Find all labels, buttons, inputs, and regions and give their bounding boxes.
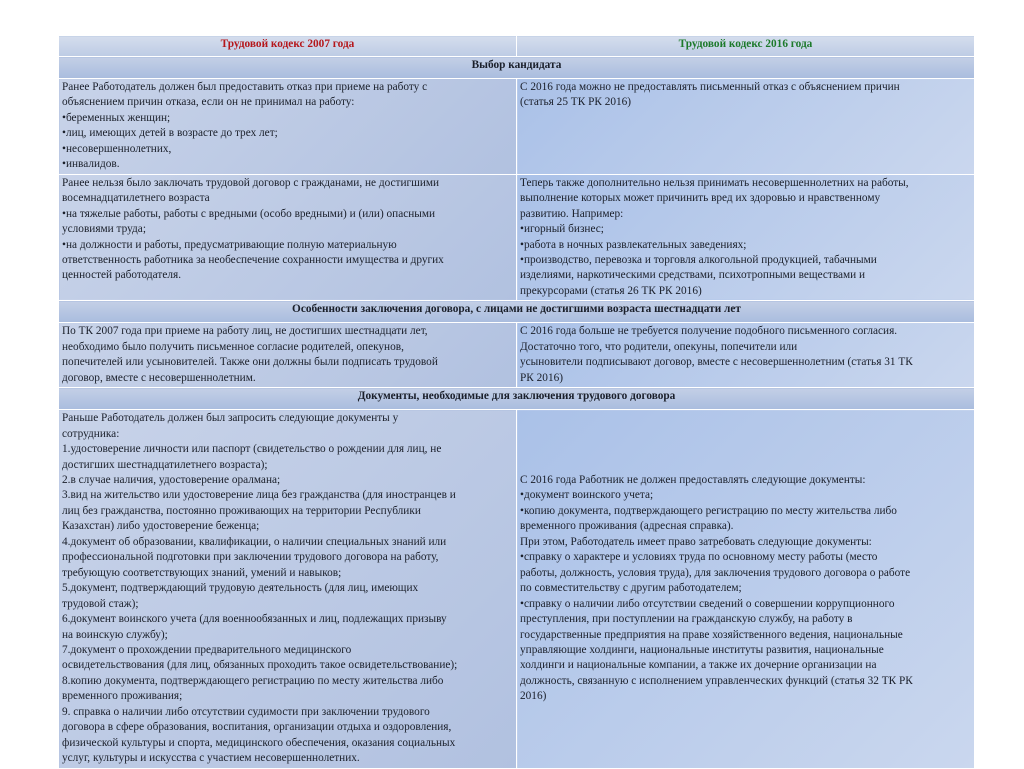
text-line: холдинги и национальные компании, а также их дочерние организации на	[520, 659, 877, 672]
text-line: по совместительству с другим работодателем;	[520, 582, 742, 595]
cell-2007-minors	[59, 174, 517, 301]
text-line: трудовой стаж);	[62, 597, 139, 610]
text-line: ценностей работодателя.	[62, 269, 182, 282]
section-title-under-sixteen: Особенности заключения договора, с лицами не достигшими возраста шестнадцати лет	[59, 301, 975, 323]
text-line: 2.в случае наличия, удостоверение оралмана;	[62, 473, 281, 486]
text-line: 7.документ о прохождении предварительного медицинского	[62, 643, 352, 656]
text-line: Ранее Работодатель должен был предоставить отказ при приеме на работу с	[62, 81, 428, 93]
table-row	[59, 323, 975, 388]
section-title-candidate-selection: Выбор кандидата	[59, 57, 975, 79]
text-line: •на тяжелые работы, работы с вредными (особо вредными) и (или) опасными	[62, 207, 436, 220]
text-line: объяснением причин отказа, если он не принимал на работу:	[62, 96, 355, 109]
text-line: попечителей или усыновителей. Также они должны были подписать трудовой	[62, 356, 438, 369]
text-line: Ранее нельзя было заключать трудовой договор с гражданами, не достигшими	[62, 176, 440, 189]
section-heading-row	[59, 388, 975, 410]
table-body	[59, 36, 975, 769]
cell-2007-documents	[59, 410, 517, 768]
text-line: работы, должность, условия труда), для заключения трудового договора о работе	[520, 566, 911, 579]
text-line: •справку о наличии либо отсутствии сведений о совершении коррупционного	[520, 597, 895, 610]
text-line: •справку о характере и условиях труда по основному месту работы (место	[520, 551, 878, 564]
text-line: должность, связанную с исполнением управленческих функций (статья 32 ТК РК	[520, 674, 913, 687]
header-row	[59, 36, 975, 57]
text-line: С 2016 года Работник не должен предоставлять следующие документы:	[520, 473, 866, 486]
text-line: С 2016 года можно не предоставлять письменный отказ с объяснением причин	[520, 81, 900, 93]
text-line: 1.удостоверение личности или паспорт (свидетельство о рождении для лиц, не	[62, 443, 442, 456]
text-line: (статья 25 ТК РК 2016)	[520, 96, 632, 109]
cell-2016-documents	[517, 410, 975, 768]
text-line: •лиц, имеющих детей в возрасте до трех лет;	[62, 127, 278, 140]
text-line: требующую соответствующих знаний, умений и навыков;	[62, 566, 342, 579]
text-line: услуг, культуры и искусства с участием несовершеннолетних.	[62, 752, 360, 765]
text-line: развитию. Например:	[520, 207, 624, 220]
text-line: Достаточно того, что родители, опекуны, попечители или	[520, 340, 798, 353]
text-line: выполнение которых может причинить вред их здоровью и нравственному	[520, 192, 881, 205]
table-row	[59, 410, 975, 768]
text-line: временного проживания (адресная справка).	[520, 520, 734, 533]
text-line: условиями труда;	[62, 223, 146, 236]
text-line: •документ воинского учета;	[520, 489, 654, 502]
text-line: 3.вид на жительство или удостоверение лица без гражданства (для иностранцев и	[62, 489, 456, 502]
text-line: прекурсорами (статья 26 ТК РК 2016)	[520, 284, 702, 297]
text-line: •несовершеннолетних,	[62, 142, 172, 155]
text-line: изделиями, наркотическими средствами, психотропными веществами и	[520, 269, 866, 282]
section-title-documents: Документы, необходимые для заключения трудового договора	[59, 388, 975, 410]
text-line: сотрудника:	[62, 427, 120, 440]
text-line: преступления, при поступлении на гражданскую службу, на работу в	[520, 613, 853, 626]
text-line: •на должности и работы, предусматривающие полную материальную	[62, 238, 397, 251]
cell-2016-consent	[517, 323, 975, 388]
text-line: освидетельствования (для лиц, обязанных проходить такое освидетельствование);	[62, 659, 458, 672]
table-row	[59, 174, 975, 301]
cell-2007-consent	[59, 323, 517, 388]
cell-2016-refusal	[517, 79, 975, 175]
section-heading-row	[59, 57, 975, 79]
text-line: 9. справка о наличии либо отсутствии судимости при заключении трудового	[62, 705, 430, 718]
text-line: РК 2016)	[520, 371, 563, 384]
text-line: •игорный бизнес;	[520, 223, 604, 236]
text-line: Теперь также дополнительно нельзя принимать несовершеннолетних на работы,	[520, 176, 909, 189]
text-line: лиц без гражданства, постоянно проживающих на территории Республики	[62, 504, 421, 517]
text-line: усыновители подписывают договор, вместе с несовершеннолетним (статья 31 ТК	[520, 356, 913, 369]
text-line: С 2016 года больше не требуется получение подобного письменного согласия.	[520, 325, 898, 338]
text-line: 5.документ, подтверждающий трудовую деятельность (для лиц, имеющих	[62, 582, 419, 595]
text-line: •инвалидов.	[62, 158, 120, 171]
text-line: временного проживания;	[62, 690, 183, 703]
text-line: По ТК 2007 года при приеме на работу лиц, не достигших шестнадцати лет,	[62, 325, 428, 338]
header-2016: Трудовой кодекс 2016 года	[517, 36, 975, 57]
cell-2016-minors	[517, 174, 975, 301]
text-line: 8.копию документа, подтверждающего регистрацию по месту жительства либо	[62, 674, 444, 687]
text-line: ответственность работника за необеспечение сохранности имущества и других	[62, 253, 444, 266]
text-line: 4.документ об образовании, квалификации, о наличии специальных знаний или	[62, 535, 447, 548]
cell-2007-refusal	[59, 79, 517, 175]
text-line: профессиональной подготовки при заключении трудового договора на работу,	[62, 551, 439, 564]
text-line: управляющие холдинги, национальные институты развития, национальные	[520, 643, 884, 656]
text-line: достигших шестнадцатилетнего возраста);	[62, 458, 268, 471]
text-line: •копию документа, подтверждающего регистрацию по месту жительства либо	[520, 504, 897, 517]
text-line: государственные предприятия на праве хозяйственного ведения, национальные	[520, 628, 903, 641]
header-2007: Трудовой кодекс 2007 года	[59, 36, 517, 57]
text-line: договор, вместе с несовершеннолетним.	[62, 371, 256, 384]
text-line: •беременных женщин;	[62, 111, 171, 124]
text-line: •работа в ночных развлекательных заведениях;	[520, 238, 747, 251]
text-line: договора в сфере образования, воспитания, организации отдыха и оздоровления,	[62, 721, 452, 734]
text-line: 6.документ воинского учета (для военнообязанных и лиц, подлежащих призыву	[62, 613, 447, 626]
section-heading-row	[59, 301, 975, 323]
text-line: 2016)	[520, 690, 547, 703]
text-line: При этом, Работодатель имеет право затребовать следующие документы:	[520, 535, 872, 548]
table-row	[59, 79, 975, 175]
text-line: необходимо было получить письменное согласие родителей, опекунов,	[62, 340, 404, 353]
text-line: физической культуры и спорта, медицинского обеспечения, оказания социальных	[62, 736, 456, 749]
text-line: Раньше Работодатель должен был запросить следующие документы у	[62, 412, 399, 425]
comparison-table	[58, 35, 975, 769]
text-line: на воинскую службу);	[62, 628, 168, 641]
text-line: Казахстан) либо удостоверение беженца;	[62, 520, 260, 533]
text-line: •производство, перевозка и торговля алкогольной продукцией, табачными	[520, 253, 877, 266]
text-line: восемнадцатилетнего возраста	[62, 192, 210, 205]
